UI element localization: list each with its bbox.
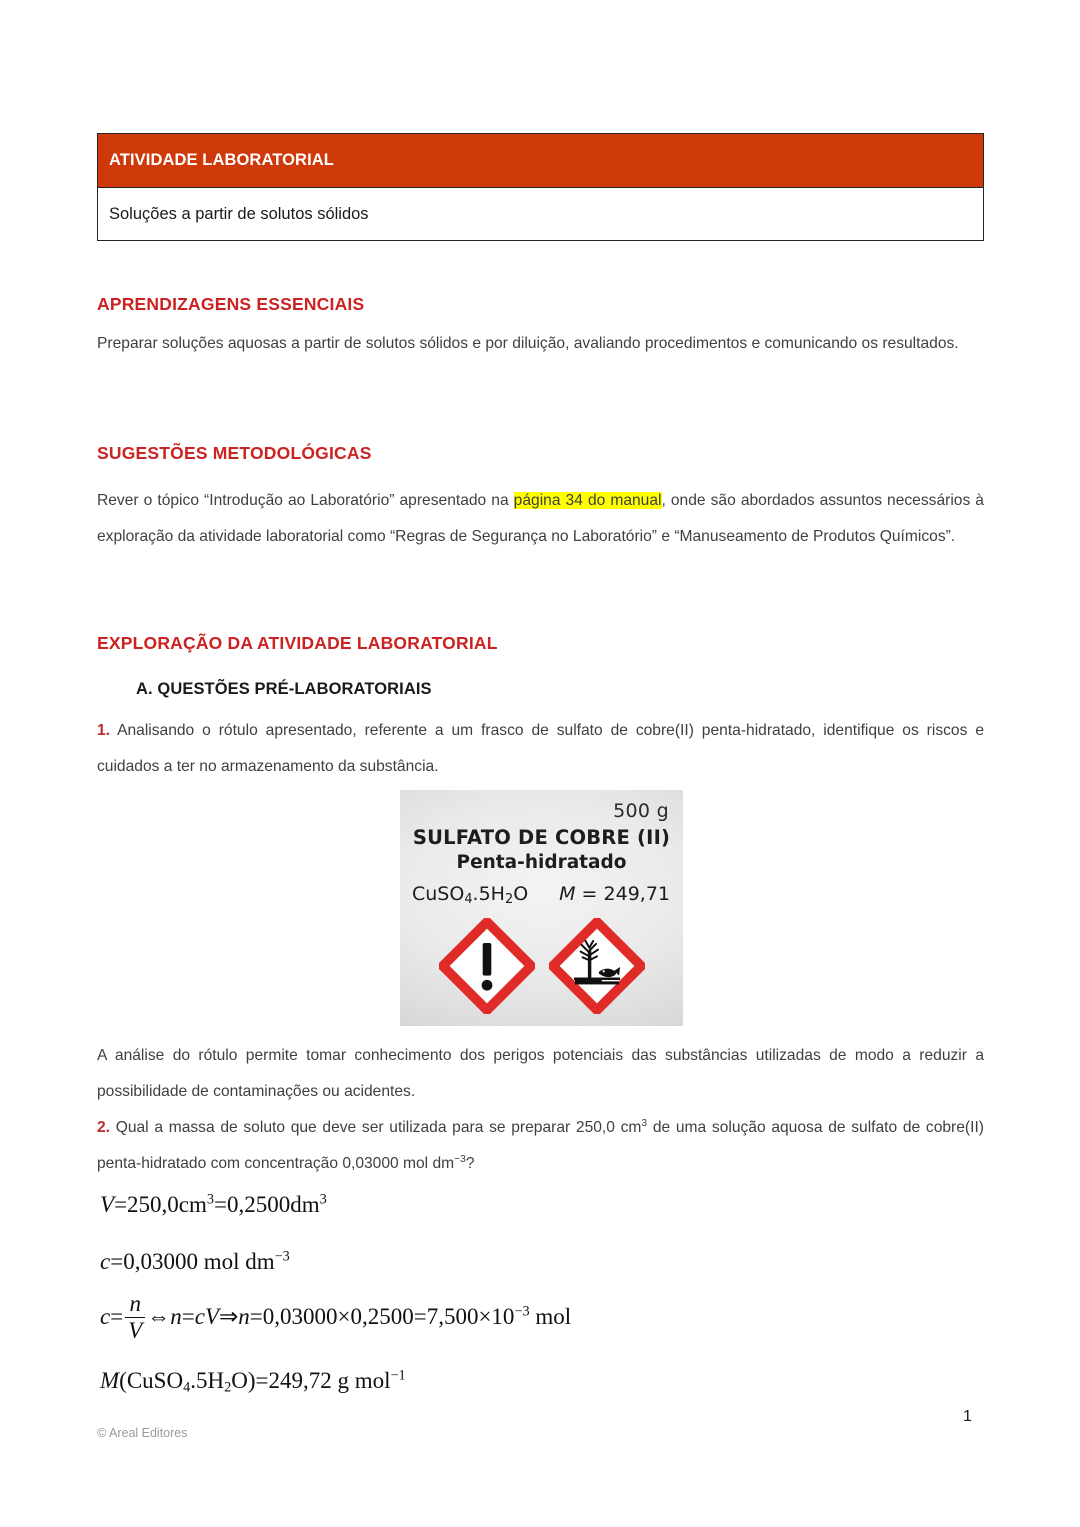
eq3-equals: =	[110, 1303, 124, 1329]
eq1-variable: V	[100, 1192, 115, 1217]
eq3-part-6: mol	[529, 1303, 572, 1329]
eq3-part-1: n	[170, 1303, 182, 1329]
eq1-body-2: =0,2500dm	[214, 1192, 320, 1217]
answer-question-1: A análise do rótulo permite tomar conhecimento dos perigos potenciais das substâncias utilizadas de modo a reduzir a possibilidade de contaminações ou acidentes.	[97, 1047, 984, 1100]
label-chemical-formula	[412, 883, 528, 907]
question-2-number: 2.	[97, 1119, 111, 1136]
eq3-arrow-1: ⇔	[147, 1303, 171, 1329]
label-net-weight: 500 g	[613, 800, 669, 822]
question-1	[97, 713, 984, 785]
heading-aprendizagens-essenciais: APRENDIZAGENS ESSENCIAIS	[97, 294, 365, 314]
eq4-sup-1: −1	[390, 1367, 406, 1384]
subheading-questoes-pre-laboratoriais: A. QUESTÕES PRÉ-LABORATORIAIS	[136, 680, 432, 698]
footer-copyright: © Areal Editores	[97, 1426, 188, 1440]
activity-title-bar	[98, 134, 983, 188]
heading-exploracao-atividade-laboratorial: EXPLORAÇÃO DA ATIVIDADE LABORATORIAL	[97, 633, 498, 653]
sugestoes-text-part1: Rever o tópico “Introdução ao Laboratório” apresentado na	[97, 492, 514, 509]
footer-page-number: 1	[963, 1408, 972, 1425]
eq3-fraction	[125, 1292, 145, 1343]
chemical-label-image	[400, 790, 683, 1026]
equation-molar-mass	[100, 1368, 406, 1394]
equation-moles-derivation	[100, 1293, 571, 1344]
eq4-close: O)	[231, 1368, 256, 1393]
formula-post: O	[513, 883, 529, 905]
eq3-variable: c	[100, 1303, 111, 1329]
eq1-body: =250,0cm	[114, 1192, 207, 1217]
equation-concentration	[100, 1249, 290, 1275]
eq3-part-3: cV	[194, 1303, 220, 1329]
question-2-sup-a: 3	[641, 1117, 648, 1129]
eq3-part-4: n	[238, 1303, 250, 1329]
question-2-text-a: Qual a massa de soluto que deve ser utilizada para se preparar 250,0 cm	[110, 1119, 642, 1136]
eq3-numerator: n	[129, 1291, 141, 1316]
molar-mass-value: = 249,71	[575, 883, 670, 905]
eq3-sup-1: −3	[514, 1303, 530, 1320]
eq2-sup-1: −3	[274, 1248, 290, 1265]
eq4-mid: .5H	[190, 1368, 225, 1393]
label-substance-hydration: Penta-hidratado	[456, 852, 627, 873]
molar-mass-symbol: M	[559, 883, 576, 905]
label-molar-mass	[559, 883, 670, 905]
eq4-open: (CuSO	[119, 1368, 184, 1393]
question-1-number: 1.	[97, 722, 111, 739]
paragraph-sugestoes-metodologicas	[97, 483, 984, 555]
eq3-part-5: =0,03000×0,2500=7,500×10	[249, 1303, 515, 1329]
question-2-text-c: ?	[465, 1155, 475, 1172]
eq4-sub-2: 2	[224, 1379, 232, 1396]
formula-mid: .5H	[472, 883, 505, 905]
eq1-sup-1: 3	[206, 1191, 215, 1208]
paragraph-aprendizagens-essenciais: Preparar soluções aquosas a partir de solutos sólidos e por diluição, avaliando procedimentos e comunicando os resultados.	[97, 335, 959, 352]
eq4-variable: M	[100, 1368, 120, 1393]
eq1-sup-2: 3	[319, 1191, 327, 1208]
exclamation-mark-hazard-icon	[439, 918, 535, 1014]
activity-subtitle-text: Soluções a partir de solutos sólidos	[109, 204, 369, 223]
question-1-text: Analisando o rótulo apresentado, referente a um frasco de sulfato de cobre(II) penta-hidratado, identifique os riscos e cuidados a ter no armazenamento da substância.	[97, 722, 984, 775]
eq3-part-2: =	[181, 1303, 195, 1329]
hazard-pictogram-row	[400, 918, 683, 1014]
label-substance-name: SULFATO DE COBRE (II)	[412, 826, 671, 849]
question-2-sup-b: −3	[454, 1153, 466, 1165]
formula-pre: CuSO	[412, 883, 465, 905]
activity-title-box	[97, 133, 984, 241]
formula-sub-2: 2	[504, 891, 514, 907]
sugestoes-text-part2: , onde são abordados assuntos necessários à exploração da atividade laboratorial como “Regras de Segurança no Laboratório” e “Manuseamento de Produtos Químicos”.	[97, 492, 984, 545]
heading-sugestoes-metodologicas: SUGESTÕES METODOLÓGICAS	[97, 443, 372, 463]
equation-volume	[100, 1192, 327, 1218]
highlighted-page-reference: página 34 do manual	[513, 492, 662, 509]
eq2-body: =0,03000 mol dm	[110, 1249, 275, 1274]
eq3-arrow-2: ⇒	[219, 1303, 239, 1329]
activity-title-text: ATIVIDADE LABORATORIAL	[109, 151, 334, 169]
eq4-value: =249,72 g mol	[255, 1368, 391, 1393]
question-2-text-b: de uma solução aquosa de sulfato de cobre(II) penta-hidratado com concentração 0,03000 mol dm	[97, 1119, 984, 1172]
eq4-sub-1: 4	[183, 1379, 191, 1396]
environmental-hazard-icon	[549, 918, 645, 1014]
eq2-variable: c	[100, 1249, 111, 1274]
activity-subtitle-row	[98, 188, 983, 240]
formula-sub-1: 4	[464, 891, 473, 907]
eq3-denominator: V	[128, 1318, 143, 1344]
question-2	[97, 1110, 984, 1182]
